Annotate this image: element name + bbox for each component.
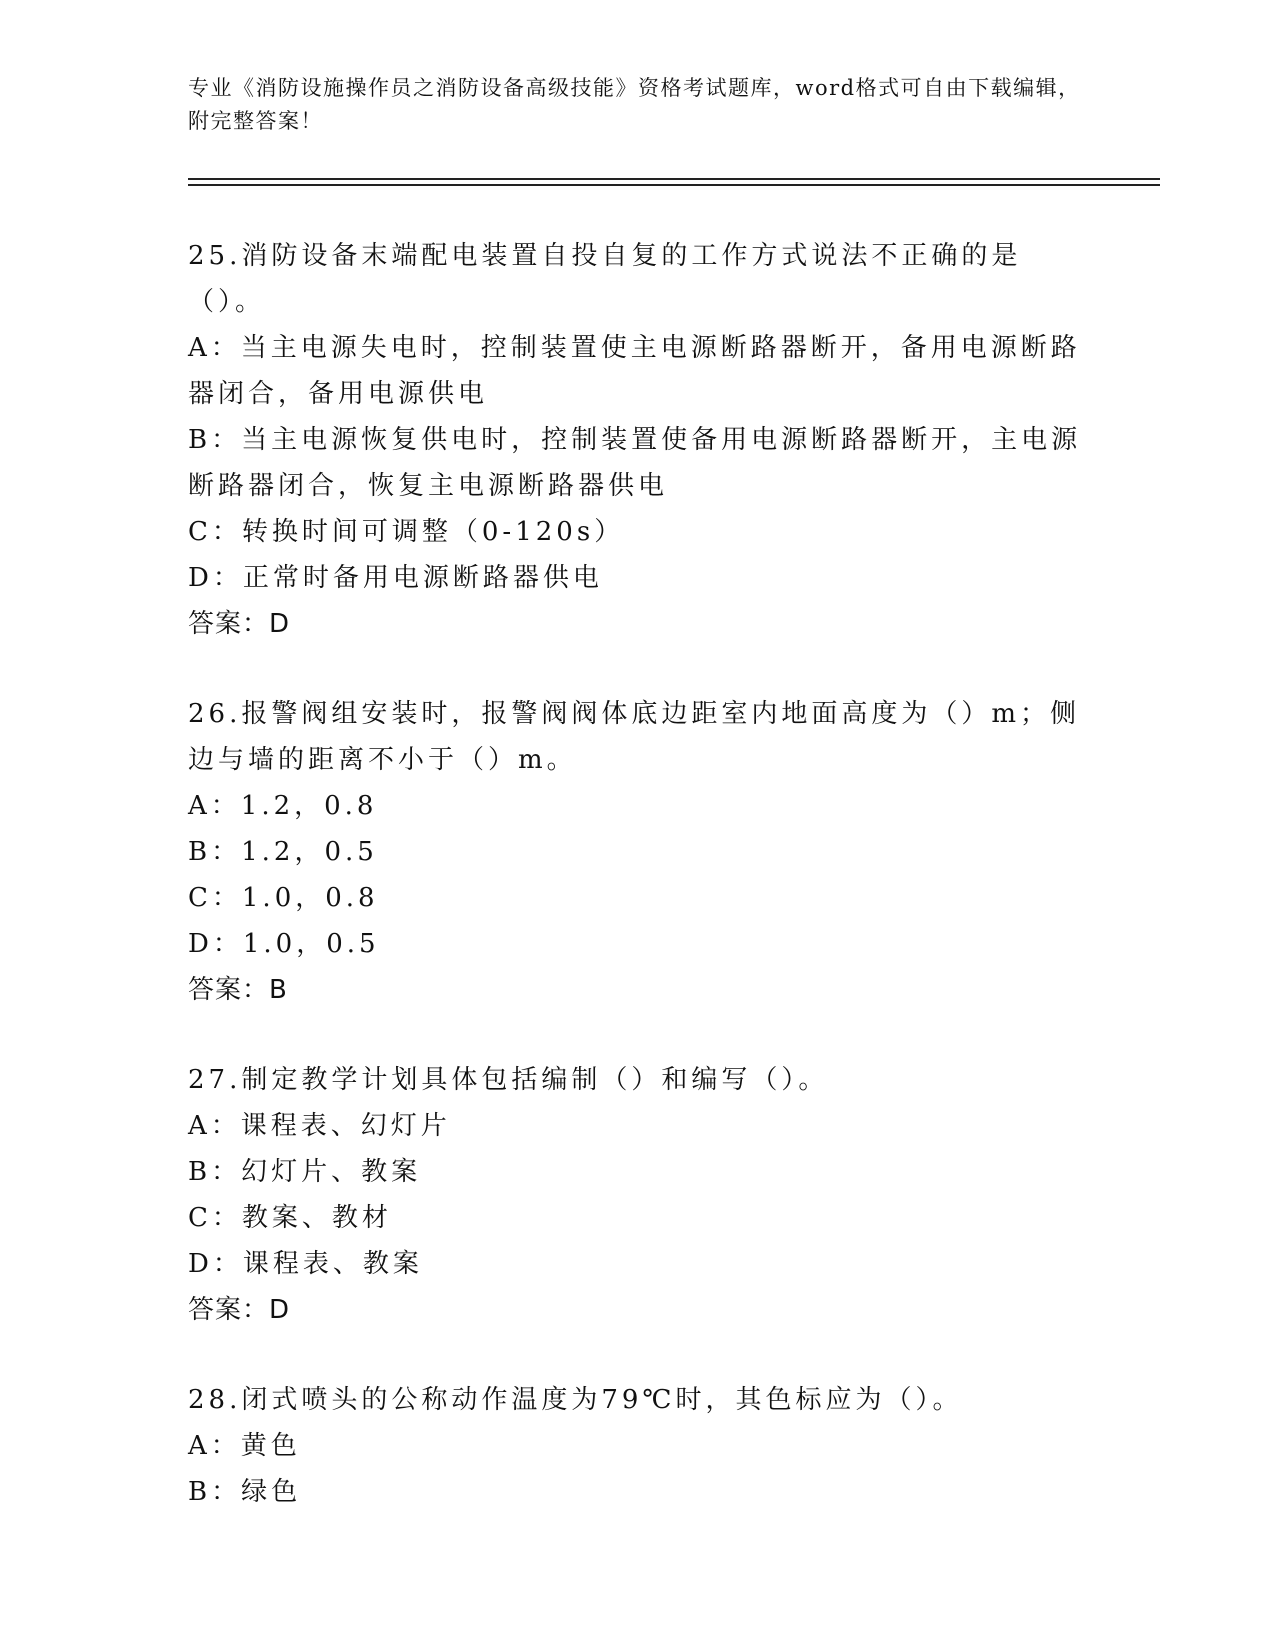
question-list <box>188 233 1088 1559</box>
option-b: B：绿色 <box>188 1477 302 1507</box>
option-a: A：黄色 <box>188 1431 301 1461</box>
answer: 答案：D <box>188 1295 291 1325</box>
option-c: C：教案、教材 <box>188 1203 392 1233</box>
question-25 <box>188 233 1088 647</box>
answer: 答案：B <box>188 975 288 1005</box>
document-header <box>188 72 1088 138</box>
option-a: A：课程表、幻灯片 <box>188 1111 451 1141</box>
option-b: B：1.2，0.5 <box>188 837 378 867</box>
question-28 <box>188 1377 1088 1515</box>
option-d: D：1.0，0.5 <box>188 929 380 959</box>
question-stem: 25.消防设备末端配电装置自投自复的工作方式说法不正确的是（）。 <box>188 241 1022 317</box>
answer: 答案：D <box>188 609 291 639</box>
question-stem: 27.制定教学计划具体包括编制（）和编写（）。 <box>188 1065 829 1095</box>
option-b: B：幻灯片、教案 <box>188 1157 422 1187</box>
header-divider-top <box>188 178 1160 180</box>
option-a: A：1.2，0.8 <box>188 791 378 821</box>
header-divider-bottom <box>188 184 1160 186</box>
option-a: A：当主电源失电时，控制装置使主电源断路器断开，备用电源断路器闭合，备用电源供电 <box>188 333 1081 409</box>
option-c: C：转换时间可调整（0-120s） <box>188 517 625 547</box>
header-text: 专业《消防设施操作员之消防设备高级技能》资格考试题库，word格式可自由下载编辑，附完整答案！ <box>188 76 1081 133</box>
question-stem: 28.闭式喷头的公称动作温度为79℃时，其色标应为（）。 <box>188 1385 963 1415</box>
question-27 <box>188 1057 1088 1333</box>
question-26 <box>188 691 1088 1013</box>
option-d: D：正常时备用电源断路器供电 <box>188 563 603 593</box>
question-stem: 26.报警阀组安装时，报警阀阀体底边距室内地面高度为（）m；侧边与墙的距离不小于（）m。 <box>188 699 1081 775</box>
option-b: B：当主电源恢复供电时，控制装置使备用电源断路器断开，主电源断路器闭合，恢复主电源断路器供电 <box>188 425 1082 501</box>
option-d: D：课程表、教案 <box>188 1249 423 1279</box>
option-c: C：1.0，0.8 <box>188 883 379 913</box>
